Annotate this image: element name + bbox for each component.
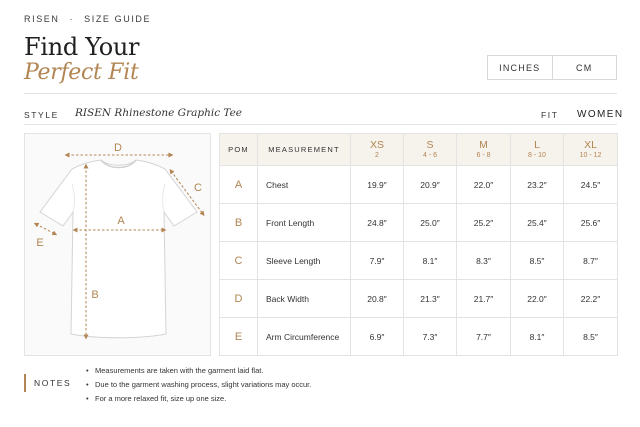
value-cell: 19.9″ <box>351 166 404 204</box>
value-cell: 8.5″ <box>511 242 564 280</box>
value-cell: 8.1″ <box>404 242 457 280</box>
unit-option-inches[interactable]: INCHES <box>499 62 541 73</box>
product-name: RISEN Rhinestone Graphic Tee <box>75 107 243 119</box>
table-row <box>220 318 618 356</box>
size-code: L <box>534 138 540 151</box>
size-chart-table <box>219 133 618 356</box>
value-cell: 8.7″ <box>564 242 618 280</box>
tshirt-icon <box>25 134 212 357</box>
column-header-pom: POM <box>220 134 258 166</box>
value-cell: 22.0″ <box>457 166 511 204</box>
table-header-row <box>220 134 618 166</box>
size-numeric: 6 - 8 <box>476 151 491 159</box>
measurement-cell: Front Length <box>258 204 351 242</box>
pom-cell: C <box>220 242 258 280</box>
diagram-label-c: C <box>194 182 202 194</box>
value-cell: 20.9″ <box>404 166 457 204</box>
size-numeric: 2 <box>375 151 379 159</box>
measurement-cell: Back Width <box>258 280 351 318</box>
value-cell: 21.3″ <box>404 280 457 318</box>
size-code: S <box>426 138 434 151</box>
value-cell: 8.1″ <box>511 318 564 356</box>
size-numeric: 10 - 12 <box>579 151 602 159</box>
column-header-size <box>511 134 564 166</box>
measurement-cell: Sleeve Length <box>258 242 351 280</box>
list-item: • For a more relaxed fit, size up one size. <box>86 392 311 406</box>
column-header-size <box>457 134 511 166</box>
diagram-label-d: D <box>114 142 122 154</box>
breadcrumb <box>24 14 151 24</box>
divider <box>24 124 617 125</box>
value-cell: 25.2″ <box>457 204 511 242</box>
notes-accent-bar <box>24 374 26 392</box>
column-header-size <box>404 134 457 166</box>
unit-toggle <box>487 55 617 80</box>
size-numeric: 4 - 6 <box>422 151 437 159</box>
value-cell: 7.3″ <box>404 318 457 356</box>
notes-label: NOTES <box>34 378 72 388</box>
pom-cell: E <box>220 318 258 356</box>
value-cell: 25.0″ <box>404 204 457 242</box>
value-cell: 8.3″ <box>457 242 511 280</box>
value-cell: 20.8″ <box>351 280 404 318</box>
page-title-line1: Find Your <box>24 33 140 61</box>
table-row <box>220 242 618 280</box>
list-item: • Due to the garment washing process, slight variations may occur. <box>86 378 311 392</box>
value-cell: 24.8″ <box>351 204 404 242</box>
value-cell: 7.9″ <box>351 242 404 280</box>
pom-cell: A <box>220 166 258 204</box>
value-cell: 21.7″ <box>457 280 511 318</box>
fit-label: FIT <box>541 110 559 120</box>
size-code: M <box>479 138 488 151</box>
style-label: STYLE <box>24 110 59 120</box>
diagram-label-e: E <box>36 237 44 249</box>
table-row <box>220 204 618 242</box>
value-cell: 25.6″ <box>564 204 618 242</box>
size-code: XL <box>584 138 597 151</box>
notes-list <box>86 364 311 406</box>
table-row <box>220 280 618 318</box>
value-cell: 8.5″ <box>564 318 618 356</box>
diagram-label-a: A <box>117 215 125 227</box>
value-cell: 25.4″ <box>511 204 564 242</box>
breadcrumb-separator: · <box>69 14 75 24</box>
garment-diagram <box>24 133 211 356</box>
value-cell: 6.9″ <box>351 318 404 356</box>
value-cell: 24.5″ <box>564 166 618 204</box>
column-header-size <box>564 134 618 166</box>
pom-cell: D <box>220 280 258 318</box>
value-cell: 7.7″ <box>457 318 511 356</box>
unit-option-cm[interactable]: CM <box>552 56 617 79</box>
section-label: SIZE GUIDE <box>84 14 152 24</box>
value-cell: 22.2″ <box>564 280 618 318</box>
page-title-line2: Perfect Fit <box>24 60 139 85</box>
diagram-label-b: B <box>91 289 99 301</box>
divider <box>24 93 617 94</box>
column-header-measurement: MEASUREMENT <box>258 134 351 166</box>
table-row <box>220 166 618 204</box>
brand-label: RISEN <box>24 14 60 24</box>
value-cell: 23.2″ <box>511 166 564 204</box>
fit-value: WOMEN <box>577 109 624 120</box>
size-code: XS <box>369 138 384 151</box>
size-numeric: 8 - 10 <box>528 151 546 159</box>
pom-cell: B <box>220 204 258 242</box>
value-cell: 22.0″ <box>511 280 564 318</box>
measurement-cell: Chest <box>258 166 351 204</box>
measurement-cell: Arm Circumference <box>258 318 351 356</box>
list-item: • Measurements are taken with the garment laid flat. <box>86 364 311 378</box>
column-header-size <box>351 134 404 166</box>
